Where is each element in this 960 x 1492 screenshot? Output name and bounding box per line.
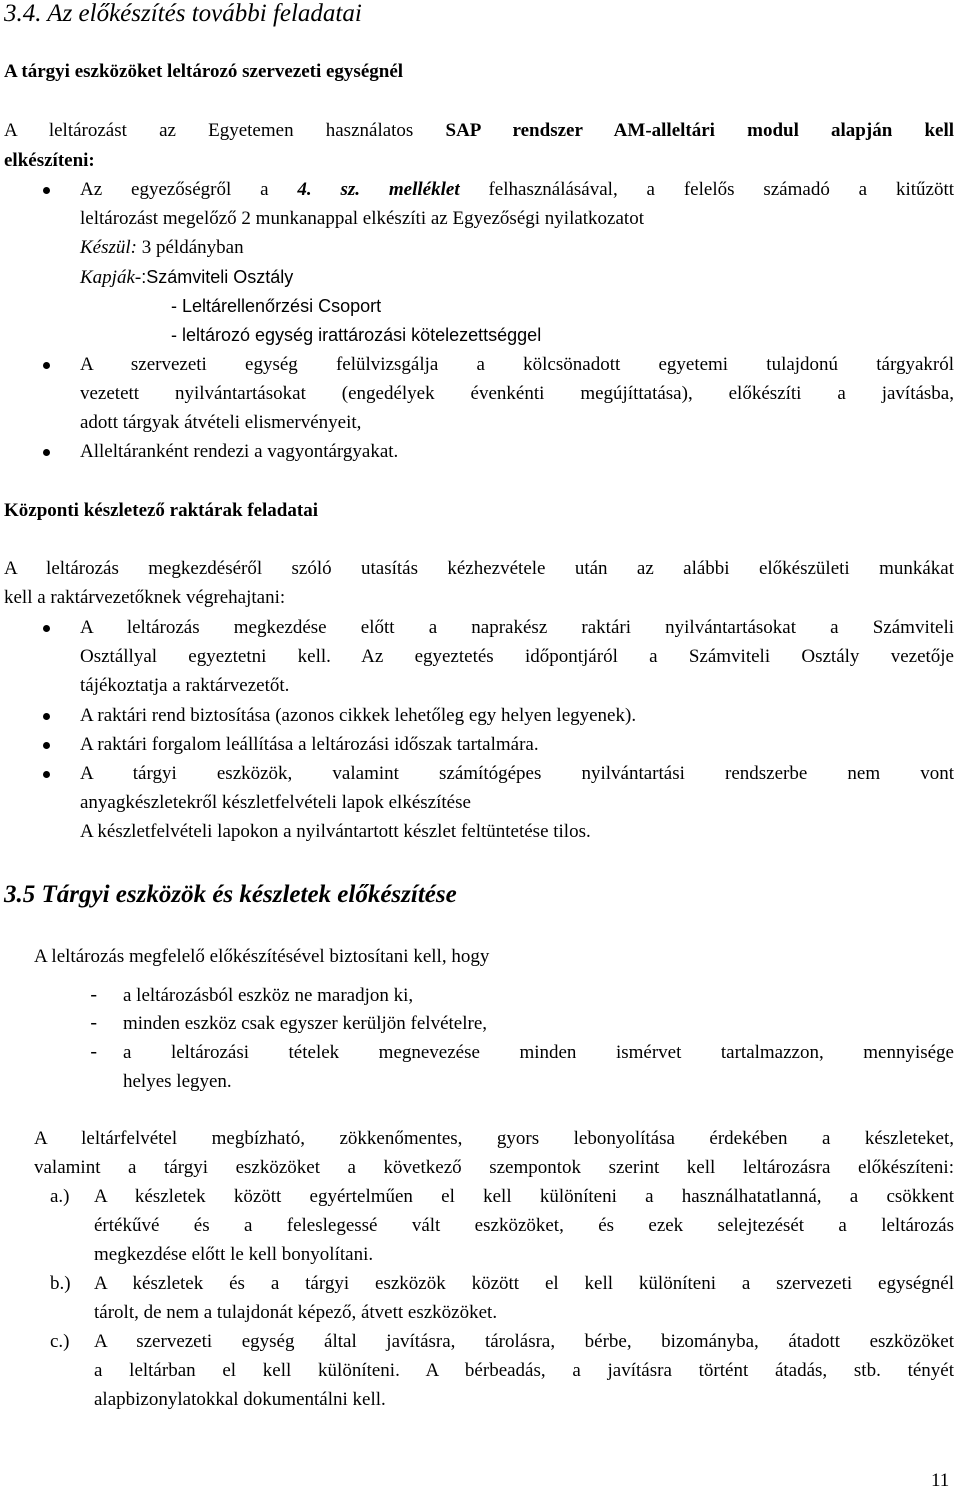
- paragraph-line: A leltározás megkezdéséről szóló utasítás kézhezvétele után az alábbi előkészületi munkákat: [4, 558, 954, 579]
- list-item-line: A készletek között egyértelműen el kell különíteni a használhatatlanná, a csökkent: [94, 1186, 954, 1207]
- list-label: b.): [50, 1273, 71, 1294]
- list-item-line: A készletek és a tárgyi eszközök között el kell különíteni a szervezeti egységnél: [94, 1273, 954, 1294]
- list-item-line: A raktári rend biztosítása (azonos cikkek lehetőleg egy helyen legyenek).: [80, 705, 637, 726]
- bullet-icon: [43, 713, 50, 720]
- paragraph-line: elkészíteni:: [4, 150, 95, 171]
- list-item-line: [80, 266, 293, 289]
- list-item-line: A raktári forgalom leállítása a leltározási időszak tartalmára.: [80, 734, 539, 755]
- list-item-line: leltározást megelőző 2 munkanappal elkészíti az Egyezőségi nyilatkozatot: [80, 208, 644, 229]
- list-label: c.): [50, 1331, 70, 1352]
- section-title: 3.5 Tárgyi eszközök és készletek előkészítése: [4, 881, 457, 908]
- list-item-line: anyagkészletekről készletfelvételi lapok elkészítése: [80, 792, 471, 813]
- list-item-line: Osztállyal egyeztetni kell. Az egyeztetés időpontjáról a Számviteli Osztály vezetője: [80, 646, 954, 667]
- bullet-icon: [43, 771, 50, 778]
- list-item-line: - leltározó egység irattározási kötelezettséggel: [171, 325, 542, 345]
- bullet-icon: [43, 625, 50, 632]
- paragraph-line: [4, 120, 954, 142]
- bullet-icon: [43, 742, 50, 749]
- subheading: A tárgyi eszközöket leltározó szervezeti egységnél: [4, 61, 404, 82]
- text-span: felhasználásával, a felelős számadó a kitűzött: [488, 179, 955, 200]
- intro-text: A leltározást az Egyetemen használatos: [4, 120, 414, 141]
- list-item-line: - Leltárellenőrzési Csoport: [171, 296, 382, 316]
- dash-marker: -: [88, 1042, 100, 1064]
- paragraph-line: valamint a tárgyi eszközöket a következő szempontok szerint kell leltározásra előkészíteni:: [34, 1157, 954, 1178]
- list-item-line: A szervezeti egység által javításra, tárolásra, bérbe, bizományba, átadott eszközöket: [94, 1331, 954, 1352]
- paragraph-line: A leltárfelvétel megbízható, zökkenőmentes, gyors lebonyolítása érdekében a készleteket,: [34, 1128, 954, 1149]
- label-italic: Készül:: [80, 237, 137, 258]
- page-number: 11: [931, 1470, 950, 1491]
- dash-marker: -: [88, 1013, 100, 1035]
- intro-bold-text: SAP rendszer AM-alleltári modul alapján kell: [445, 120, 954, 141]
- list-item-line: megkezdése előtt le kell bonyolítani.: [94, 1244, 374, 1265]
- section-title: 3.4. Az előkészítés további feladatai: [4, 0, 362, 27]
- list-item-line: a leltározási tételek megnevezése minden ismérvet tartalmazzon, mennyisége: [123, 1042, 954, 1063]
- bullet-icon: [43, 187, 50, 194]
- text-span: :Számviteli Osztály: [141, 267, 294, 287]
- subheading: Központi készletező raktárak feladatai: [4, 500, 318, 521]
- list-item-line: tárolt, de nem a tulajdonát képező, átvett eszközöket.: [94, 1302, 498, 1323]
- label-italic: Kapják-: [80, 267, 142, 288]
- bullet-icon: [43, 362, 50, 369]
- text-span: Az egyezőségről a: [80, 179, 269, 200]
- list-item-line: minden eszköz csak egyszer kerüljön felvételre,: [123, 1013, 488, 1034]
- paragraph-line: A leltározás megfelelő előkészítésével biztosítani kell, hogy: [34, 946, 490, 967]
- list-item-line: a leltározásból eszköz ne maradjon ki,: [123, 985, 414, 1006]
- paragraph-line: kell a raktárvezetőknek végrehajtani:: [4, 587, 286, 608]
- list-item-line: A szervezeti egység felülvizsgálja a kölcsönadott egyetemi tulajdonú tárgyakról: [80, 354, 954, 375]
- list-item-line: [80, 237, 244, 259]
- list-label: a.): [50, 1186, 70, 1207]
- list-item-line: alapbizonylatokkal dokumentálni kell.: [94, 1389, 386, 1410]
- annex-reference: 4. sz. melléklet: [297, 179, 460, 200]
- list-item-line: értékűvé és a feleslegessé vált eszközöket, és ezek selejtezését a leltározás: [94, 1215, 954, 1236]
- text-span: 3 példányban: [141, 237, 244, 258]
- list-item-line: Alleltáranként rendezi a vagyontárgyakat.: [80, 441, 399, 462]
- list-item-line: A tárgyi eszközök, valamint számítógépes nyilvántartási rendszerbe nem vont: [80, 763, 954, 784]
- list-item-line: [80, 179, 954, 201]
- list-item-line: tájékoztatja a raktárvezetőt.: [80, 675, 290, 696]
- list-item-line: adott tárgyak átvételi elismervényeit,: [80, 412, 362, 433]
- list-item-line: a leltárban el kell különíteni. A bérbeadás, a javításra történt átadás, stb. tényét: [94, 1360, 954, 1381]
- list-item-line: vezetett nyilvántartásokat (engedélyek évenkénti megújíttatása), előkészíti a javításba,: [80, 383, 954, 404]
- list-item-line: helyes legyen.: [123, 1071, 232, 1092]
- dash-marker: -: [88, 985, 100, 1007]
- bullet-icon: [43, 449, 50, 456]
- list-item-line: A készletfelvételi lapokon a nyilvántartott készlet feltüntetése tilos.: [80, 821, 591, 842]
- list-item-line: A leltározás megkezdése előtt a naprakész raktári nyilvántartásokat a Számviteli: [80, 617, 954, 638]
